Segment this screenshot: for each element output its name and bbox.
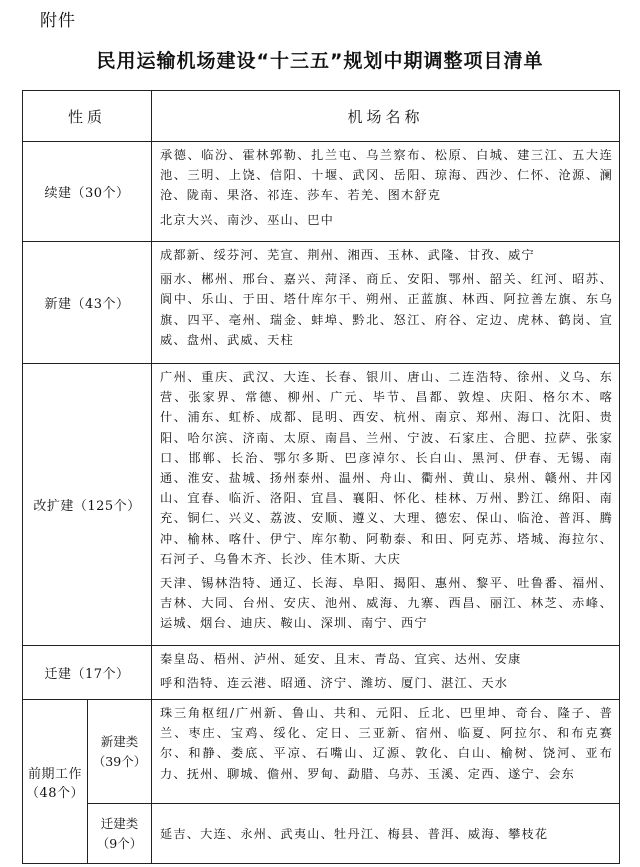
table-row-new bbox=[23, 242, 620, 364]
table-header-row bbox=[23, 91, 620, 142]
category-preliminary bbox=[23, 700, 88, 864]
subcategory-relocation-count: （9个） bbox=[96, 835, 143, 851]
category-continuing: 续建（30个） bbox=[23, 142, 152, 242]
header-nature: 性质 bbox=[23, 91, 152, 142]
annex-label: 附件 bbox=[40, 11, 76, 31]
names-paragraph: 珠三角枢纽/广州新、鲁山、共和、元阳、丘北、巴里坤、奇台、隆子、普兰、枣庄、宝鸡、绥化、定日、三亚新、宿州、临夏、阿拉尔、和布克赛尔、和静、娄底、平凉、石嘴山、辽源、敦化、白山、榆树、饶河、亚布力、抚州、聊城、儋州、罗甸、勐腊、乌苏、玉溪、定西、遂宁、会东 bbox=[160, 706, 613, 781]
names-paragraph: 北京大兴、南沙、巫山、巴中 bbox=[160, 212, 335, 227]
table-row-relocation bbox=[23, 646, 620, 700]
category-new: 新建（43个） bbox=[23, 242, 152, 364]
subcategory-relocation bbox=[88, 804, 152, 864]
names-paragraph: 天津、锡林浩特、通辽、长海、阜阳、揭阳、惠州、黎平、吐鲁番、福州、吉林、大同、台州、安庆、池州、威海、九寨、西昌、丽江、林芝、赤峰、运城、烟台、迪庆、鞍山、深圳、南宁、西宁 bbox=[160, 576, 613, 631]
table-row-prelim-relocation bbox=[23, 804, 620, 864]
subcategory-new-count: （39个） bbox=[92, 753, 147, 769]
subcategory-new bbox=[88, 700, 152, 804]
names-paragraph: 广州、重庆、武汉、大连、长春、银川、唐山、二连浩特、徐州、义乌、东营、张家界、常德、柳州、广元、毕节、昌都、敦煌、庆阳、格尔木、喀什、浦东、虹桥、成都、昆明、西安、杭州、南京、郑州、海口、沈阳、贵阳、哈尔滨、济南、太原、南昌、兰州、宁波、石家庄、合肥、拉萨、张家口、邯郸、长治、鄂尔多斯、巴彦淖尔、长白山、黑河、伊春、无锡、南通、淮安、盐城、扬州泰州、温州、舟山、衢州、黄山、泉州、赣州、井冈山、宜春、临沂、洛阳、宜昌、襄阳、怀化、桂林、万州、黔江、绵阳、南充、铜仁、兴义、荔波、安顺、遵义、大理、德宏、保山、临沧、普洱、腾冲、榆林、喀什、伊宁、库尔勒、阿勒泰、和田、阿克苏、塔城、海拉尔、石河子、乌鲁木齐、长沙、佳木斯、大庆 bbox=[160, 370, 613, 566]
names-paragraph: 承德、临汾、霍林郭勒、扎兰屯、乌兰察布、松原、白城、建三江、五大连池、三明、上饶、信阳、十堰、武冈、岳阳、琼海、西沙、仁怀、沧源、澜沧、陇南、果洛、祁连、莎车、若羌、图木舒克 bbox=[160, 148, 613, 203]
names-continuing bbox=[152, 142, 620, 242]
names-paragraph: 呼和浩特、连云港、昭通、济宁、潍坊、厦门、湛江、天水 bbox=[160, 676, 509, 691]
names-prelim-new bbox=[152, 700, 620, 804]
names-new bbox=[152, 242, 620, 364]
table-row-expansion bbox=[23, 364, 620, 646]
header-airport-names: 机场名称 bbox=[152, 91, 620, 142]
names-paragraph: 秦皇岛、梧州、泸州、延安、且末、青岛、宜宾、达州、安康 bbox=[160, 652, 522, 666]
table-row-prelim-new bbox=[23, 700, 620, 804]
category-preliminary-label: 前期工作 bbox=[27, 766, 82, 782]
names-paragraph: 丽水、郴州、邢台、嘉兴、菏泽、商丘、安阳、鄂州、韶关、红河、昭苏、阆中、乐山、于田、塔什库尔干、朔州、正蓝旗、林西、阿拉善左旗、东乌旗、四平、亳州、瑞金、蚌埠、黔北、怒江、府谷、定边、虎林、鹤岗、宣威、盘州、武威、天柱 bbox=[160, 272, 613, 347]
subcategory-relocation-label: 迁建类 bbox=[100, 815, 139, 831]
names-expansion bbox=[152, 364, 620, 646]
document-title: 民用运输机场建设“十三五”规划中期调整项目清单 bbox=[96, 50, 544, 72]
category-preliminary-count: （48个） bbox=[25, 785, 85, 801]
category-expansion: 改扩建（125个） bbox=[23, 364, 152, 646]
subcategory-new-label: 新建类 bbox=[100, 733, 139, 749]
category-relocation: 迁建（17个） bbox=[23, 646, 152, 700]
names-paragraph: 延吉、大连、永州、武夷山、牡丹江、梅县、普洱、威海、攀枝花 bbox=[160, 826, 549, 841]
names-paragraph: 成都新、绥芬河、芜宣、荆州、湘西、玉林、武隆、甘孜、威宁 bbox=[160, 248, 535, 262]
names-prelim-relocation bbox=[152, 804, 620, 864]
names-relocation bbox=[152, 646, 620, 700]
table-row-continuing bbox=[23, 142, 620, 242]
airport-project-table bbox=[22, 90, 620, 864]
